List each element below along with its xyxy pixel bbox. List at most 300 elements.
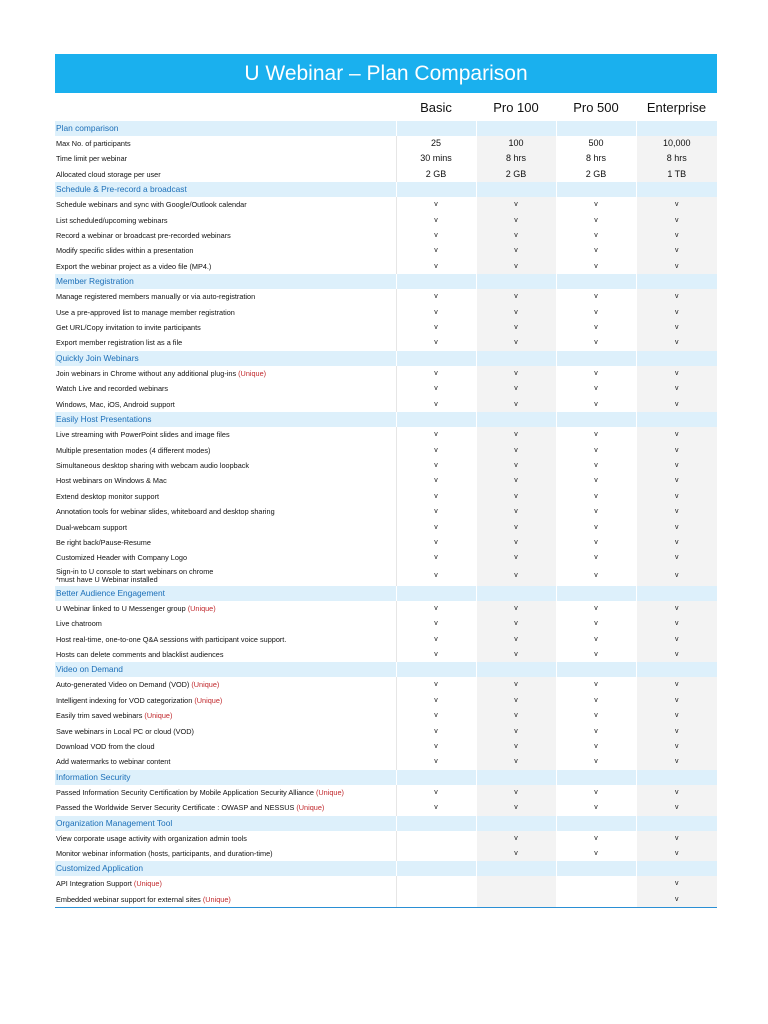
table-row: [55, 197, 717, 212]
plan-value-enterprise: v: [636, 785, 717, 800]
table-row: [55, 136, 717, 151]
table-row: [55, 473, 717, 488]
plan-value-pro500: v: [556, 504, 636, 519]
table-row: [55, 458, 717, 473]
section-plan-cell: [396, 274, 476, 289]
plan-value-enterprise: v: [636, 647, 717, 662]
section-plan-cell: [556, 861, 636, 876]
section-plan-cell: [396, 412, 476, 427]
feature-cell: [55, 647, 396, 662]
feature-cell: [55, 289, 396, 304]
table-row: [55, 151, 717, 166]
plan-value-basic: v: [396, 708, 476, 723]
plan-value-pro500: v: [556, 601, 636, 616]
plan-value-pro100: v: [476, 739, 556, 754]
feature-label: Live chatroom: [56, 619, 102, 629]
plan-value-enterprise: v: [636, 566, 717, 586]
feature-cell: [55, 831, 396, 846]
feature-cell: [55, 489, 396, 504]
feature-cell: [55, 443, 396, 458]
table-row: [55, 754, 717, 769]
plan-value-pro100: v: [476, 647, 556, 662]
feature-cell: [55, 708, 396, 723]
feature-cell: [55, 785, 396, 800]
plan-value-pro100: v: [476, 305, 556, 320]
plan-value-basic: v: [396, 504, 476, 519]
plan-value-pro500: v: [556, 677, 636, 692]
plan-value-pro500: v: [556, 647, 636, 662]
plan-value-pro100: v: [476, 489, 556, 504]
feature-cell: [55, 677, 396, 692]
feature-cell: [55, 259, 396, 274]
plan-value-basic: v: [396, 693, 476, 708]
plan-value-basic: v: [396, 473, 476, 488]
page-title: U Webinar – Plan Comparison: [55, 54, 717, 93]
plan-value-enterprise: 1 TB: [636, 167, 717, 182]
plan-value-pro500: v: [556, 197, 636, 212]
feature-cell: [55, 566, 396, 586]
feature-label: Save webinars in Local PC or cloud (VOD): [56, 726, 194, 736]
plan-value-enterprise: v: [636, 754, 717, 769]
table-row: [55, 213, 717, 228]
plan-value-pro500: 500: [556, 136, 636, 151]
plan-value-enterprise: v: [636, 473, 717, 488]
section-plan-cell: [476, 121, 556, 136]
plan-value-basic: v: [396, 458, 476, 473]
plan-value-pro500: v: [556, 785, 636, 800]
plan-value-pro100: v: [476, 427, 556, 442]
feature-label: Join webinars in Chrome without any additional plug-ins: [56, 368, 237, 378]
plan-value-basic: 30 mins: [396, 151, 476, 166]
section-plan-cell: [396, 662, 476, 677]
feature-cell: [55, 724, 396, 739]
section-plan-cell: [636, 662, 717, 677]
plan-value-basic: v: [396, 213, 476, 228]
section-plan-cell: [636, 274, 717, 289]
plan-value-pro100: v: [476, 213, 556, 228]
table-row: [55, 489, 717, 504]
table-row: [55, 535, 717, 550]
feature-label: Dual-webcam support: [56, 522, 127, 532]
plan-value-basic: v: [396, 785, 476, 800]
section-plan-cell: [636, 816, 717, 831]
feature-cell: [55, 335, 396, 350]
unique-badge: (Unique): [315, 787, 344, 797]
feature-cell: [55, 427, 396, 442]
plan-value-enterprise: v: [636, 724, 717, 739]
table-row: [55, 616, 717, 631]
feature-cell: [55, 693, 396, 708]
plan-value-pro500: v: [556, 305, 636, 320]
feature-label: Simultaneous desktop sharing with webcam audio loopback: [56, 460, 250, 470]
plan-value-basic: 25: [396, 136, 476, 151]
section-plan-cell: [476, 816, 556, 831]
plan-value-pro500: v: [556, 381, 636, 396]
plan-value-enterprise: v: [636, 601, 717, 616]
plan-comparison-table: [55, 93, 717, 908]
table-row: [55, 550, 717, 565]
feature-label: Allocated cloud storage per user: [56, 169, 161, 179]
plan-value-pro500: v: [556, 213, 636, 228]
plan-value-basic: v: [396, 520, 476, 535]
plan-value-pro500: v: [556, 566, 636, 586]
table-row: [55, 647, 717, 662]
feature-label: Host real-time, one-to-one Q&A sessions with participant voice support.: [56, 634, 287, 644]
section-plan-cell: [556, 412, 636, 427]
plan-value-basic: v: [396, 305, 476, 320]
plan-value-pro500: v: [556, 427, 636, 442]
feature-cell: [55, 151, 396, 166]
feature-cell: [55, 397, 396, 412]
plan-value-pro100: v: [476, 197, 556, 212]
section-title: Schedule & Pre-record a broadcast: [55, 182, 396, 197]
feature-cell: [55, 846, 396, 861]
feature-label: Record a webinar or broadcast pre-recorded webinars: [56, 231, 231, 241]
section-title: Customized Application: [55, 861, 396, 876]
feature-label: Sign-in to U console to start webinars on chrome: [56, 566, 214, 576]
plan-value-pro100: v: [476, 677, 556, 692]
section-plan-cell: [396, 861, 476, 876]
feature-cell: [55, 366, 396, 381]
plan-value-pro100: v: [476, 397, 556, 412]
section-plan-cell: [556, 351, 636, 366]
table-row: [55, 381, 717, 396]
plan-value-pro100: v: [476, 320, 556, 335]
plan-value-enterprise: v: [636, 520, 717, 535]
section-title: Better Audience Engagement: [55, 586, 396, 601]
plan-value-pro100: 100: [476, 136, 556, 151]
section-plan-cell: [396, 351, 476, 366]
plan-value-basic: v: [396, 320, 476, 335]
plan-value-enterprise: v: [636, 550, 717, 565]
plan-value-enterprise: v: [636, 381, 717, 396]
plan-value-enterprise: v: [636, 427, 717, 442]
feature-label: Easily trim saved webinars: [56, 711, 143, 721]
unique-badge: (Unique): [238, 368, 267, 378]
section-title: Organization Management Tool: [55, 816, 396, 831]
section-header: [55, 274, 717, 289]
plan-value-basic: v: [396, 381, 476, 396]
plan-value-pro100: v: [476, 785, 556, 800]
plan-value-pro100: v: [476, 632, 556, 647]
feature-label: Annotation tools for webinar slides, whiteboard and desktop sharing: [56, 507, 275, 517]
feature-cell: [55, 136, 396, 151]
section-plan-cell: [636, 770, 717, 785]
table-row: [55, 724, 717, 739]
plan-value-basic: [396, 876, 476, 891]
plan-value-pro100: [476, 876, 556, 891]
plan-value-pro100: v: [476, 708, 556, 723]
section-title: Video on Demand: [55, 662, 396, 677]
section-header: [55, 182, 717, 197]
plan-value-pro100: v: [476, 381, 556, 396]
feature-cell: [55, 167, 396, 182]
table-row: [55, 320, 717, 335]
table-row: [55, 566, 717, 586]
plan-value-basic: v: [396, 228, 476, 243]
plan-value-enterprise: v: [636, 504, 717, 519]
table-row: [55, 397, 717, 412]
plan-value-pro100: 2 GB: [476, 167, 556, 182]
plan-value-pro100: v: [476, 693, 556, 708]
feature-label: Multiple presentation modes (4 different modes): [56, 445, 211, 455]
section-plan-cell: [556, 121, 636, 136]
feature-label: Schedule webinars and sync with Google/Outlook calendar: [56, 200, 247, 210]
plan-value-pro100: 8 hrs: [476, 151, 556, 166]
plan-value-basic: [396, 892, 476, 908]
feature-label: Add watermarks to webinar content: [56, 757, 171, 767]
plan-value-basic: v: [396, 397, 476, 412]
feature-label: Download VOD from the cloud: [56, 742, 155, 751]
plan-value-pro500: v: [556, 708, 636, 723]
feature-label: U Webinar linked to U Messenger group: [56, 603, 186, 613]
table-row: [55, 427, 717, 442]
feature-cell: [55, 197, 396, 212]
plan-value-pro100: v: [476, 259, 556, 274]
table-row: [55, 243, 717, 258]
section-plan-cell: [476, 662, 556, 677]
feature-cell: [55, 739, 396, 754]
plan-value-enterprise: v: [636, 693, 717, 708]
table-row: [55, 228, 717, 243]
plan-value-basic: v: [396, 647, 476, 662]
section-plan-cell: [476, 182, 556, 197]
plan-header-pro500: Pro 500: [573, 99, 619, 115]
plan-value-pro500: v: [556, 289, 636, 304]
plan-value-pro500: v: [556, 489, 636, 504]
feature-cell: [55, 550, 396, 565]
plan-value-basic: v: [396, 566, 476, 586]
table-row: [55, 305, 717, 320]
feature-label: Max No. of participants: [56, 139, 131, 148]
plan-value-basic: v: [396, 632, 476, 647]
feature-label: Host webinars on Windows & Mac: [56, 476, 167, 486]
plan-value-basic: v: [396, 724, 476, 739]
plan-value-enterprise: v: [636, 305, 717, 320]
plan-value-pro100: v: [476, 601, 556, 616]
table-row: [55, 785, 717, 800]
plan-value-enterprise: v: [636, 677, 717, 692]
plan-value-basic: v: [396, 366, 476, 381]
plan-value-pro100: v: [476, 616, 556, 631]
plan-value-pro500: [556, 876, 636, 891]
plan-value-enterprise: v: [636, 243, 717, 258]
plan-value-enterprise: v: [636, 320, 717, 335]
unique-badge: (Unique): [194, 695, 223, 705]
section-plan-cell: [396, 816, 476, 831]
plan-value-pro500: v: [556, 335, 636, 350]
plan-value-pro100: v: [476, 800, 556, 815]
plan-value-pro500: v: [556, 443, 636, 458]
plan-value-basic: v: [396, 427, 476, 442]
section-plan-cell: [556, 770, 636, 785]
plan-value-basic: v: [396, 243, 476, 258]
table-row: [55, 504, 717, 519]
plan-value-pro100: v: [476, 566, 556, 586]
section-header: [55, 586, 717, 601]
plan-value-basic: v: [396, 601, 476, 616]
plan-value-pro500: 2 GB: [556, 167, 636, 182]
table-row: [55, 739, 717, 754]
plan-value-pro100: v: [476, 846, 556, 861]
plan-value-basic: v: [396, 259, 476, 274]
table-row: [55, 601, 717, 616]
plan-value-pro100: v: [476, 724, 556, 739]
plan-value-enterprise: v: [636, 616, 717, 631]
section-plan-cell: [476, 861, 556, 876]
plan-value-pro100: v: [476, 335, 556, 350]
plan-value-pro100: v: [476, 228, 556, 243]
feature-cell: [55, 800, 396, 815]
feature-cell: [55, 458, 396, 473]
section-plan-cell: [476, 412, 556, 427]
plan-value-pro500: v: [556, 846, 636, 861]
plan-value-pro500: v: [556, 831, 636, 846]
feature-cell: [55, 601, 396, 616]
section-plan-cell: [556, 662, 636, 677]
table-row: [55, 800, 717, 815]
feature-label: Watch Live and recorded webinars: [56, 384, 169, 394]
section-plan-cell: [636, 586, 717, 601]
feature-label: API Integration Support: [56, 879, 132, 889]
section-header: [55, 121, 717, 136]
plan-value-pro100: v: [476, 754, 556, 769]
table-row: [55, 831, 717, 846]
plan-value-enterprise: v: [636, 289, 717, 304]
plan-header-row: [55, 93, 717, 121]
table-row: [55, 520, 717, 535]
plan-value-enterprise: v: [636, 458, 717, 473]
feature-label: Extend desktop monitor support: [56, 491, 160, 501]
section-header: [55, 770, 717, 785]
plan-value-enterprise: v: [636, 335, 717, 350]
feature-cell: [55, 504, 396, 519]
plan-value-pro100: v: [476, 473, 556, 488]
table-row: [55, 693, 717, 708]
table-row: [55, 167, 717, 182]
plan-value-pro500: 8 hrs: [556, 151, 636, 166]
plan-value-enterprise: v: [636, 708, 717, 723]
section-plan-cell: [476, 586, 556, 601]
feature-label: Live streaming with PowerPoint slides and image files: [56, 430, 230, 440]
plan-value-basic: 2 GB: [396, 167, 476, 182]
feature-label: Windows, Mac, iOS, Android support: [56, 399, 175, 409]
unique-badge: (Unique): [191, 680, 220, 690]
feature-cell: [55, 243, 396, 258]
unique-badge: (Unique): [296, 803, 325, 813]
plan-value-pro500: v: [556, 397, 636, 412]
feature-label: Manage registered members manually or via auto-registration: [56, 292, 256, 302]
plan-value-basic: v: [396, 443, 476, 458]
section-header: [55, 351, 717, 366]
plan-value-basic: [396, 846, 476, 861]
plan-value-pro500: v: [556, 320, 636, 335]
plan-value-pro500: v: [556, 550, 636, 565]
plan-table-body: [55, 121, 717, 908]
plan-header-enterprise: Enterprise: [646, 99, 707, 115]
plan-value-enterprise: v: [636, 259, 717, 274]
plan-value-basic: v: [396, 197, 476, 212]
plan-value-enterprise: v: [636, 228, 717, 243]
plan-value-pro100: v: [476, 243, 556, 258]
plan-value-pro100: v: [476, 366, 556, 381]
section-plan-cell: [556, 274, 636, 289]
section-plan-cell: [396, 121, 476, 136]
plan-value-enterprise: v: [636, 876, 717, 891]
section-header: [55, 412, 717, 427]
plan-header-basic: Basic: [420, 99, 452, 115]
feature-cell: [55, 892, 396, 908]
feature-column-header: [55, 93, 396, 121]
feature-cell: [55, 535, 396, 550]
plan-value-pro500: v: [556, 473, 636, 488]
feature-label: Modify specific slides within a presentation: [56, 246, 194, 256]
plan-value-basic: v: [396, 550, 476, 565]
section-plan-cell: [556, 816, 636, 831]
section-title: Quickly Join Webinars: [55, 351, 396, 366]
unique-badge: (Unique): [202, 894, 231, 904]
feature-cell: [55, 228, 396, 243]
plan-value-pro100: v: [476, 520, 556, 535]
plan-value-enterprise: v: [636, 739, 717, 754]
feature-cell: [55, 213, 396, 228]
plan-value-enterprise: 10,000: [636, 136, 717, 151]
plan-value-pro500: [556, 892, 636, 908]
section-header: [55, 816, 717, 831]
section-header: [55, 861, 717, 876]
plan-value-pro100: v: [476, 550, 556, 565]
plan-value-pro500: v: [556, 243, 636, 258]
section-title: Plan comparison: [55, 121, 396, 136]
plan-value-enterprise: 8 hrs: [636, 151, 717, 166]
feature-cell: [55, 632, 396, 647]
section-plan-cell: [636, 121, 717, 136]
table-row: [55, 259, 717, 274]
plan-value-basic: v: [396, 677, 476, 692]
plan-value-pro500: v: [556, 535, 636, 550]
feature-cell: [55, 473, 396, 488]
plan-value-enterprise: v: [636, 443, 717, 458]
plan-value-enterprise: v: [636, 489, 717, 504]
plan-value-pro500: v: [556, 520, 636, 535]
feature-cell: [55, 305, 396, 320]
feature-label: Passed Information Security Certification by Mobile Application Security Alliance: [56, 787, 314, 797]
feature-label: Export member registration list as a file: [56, 338, 183, 348]
section-plan-cell: [636, 351, 717, 366]
feature-label: Export the webinar project as a video file (MP4.): [56, 261, 212, 271]
feature-label: Passed the Worldwide Server Security Certificate : OWASP and NESSUS: [56, 803, 295, 813]
section-plan-cell: [636, 182, 717, 197]
plan-value-enterprise: v: [636, 632, 717, 647]
feature-label: List scheduled/upcoming webinars: [56, 215, 168, 225]
plan-value-pro100: v: [476, 535, 556, 550]
section-plan-cell: [396, 586, 476, 601]
feature-cell: [55, 520, 396, 535]
section-plan-cell: [636, 861, 717, 876]
table-row: [55, 335, 717, 350]
plan-value-basic: v: [396, 535, 476, 550]
plan-header-pro100: Pro 100: [493, 99, 539, 115]
plan-value-basic: v: [396, 739, 476, 754]
plan-value-pro100: v: [476, 504, 556, 519]
feature-label: View corporate usage activity with organization admin tools: [56, 833, 247, 843]
plan-value-pro100: v: [476, 831, 556, 846]
section-plan-cell: [396, 770, 476, 785]
plan-value-pro500: v: [556, 754, 636, 769]
feature-cell: [55, 381, 396, 396]
unique-badge: (Unique): [133, 879, 162, 889]
plan-value-enterprise: v: [636, 535, 717, 550]
